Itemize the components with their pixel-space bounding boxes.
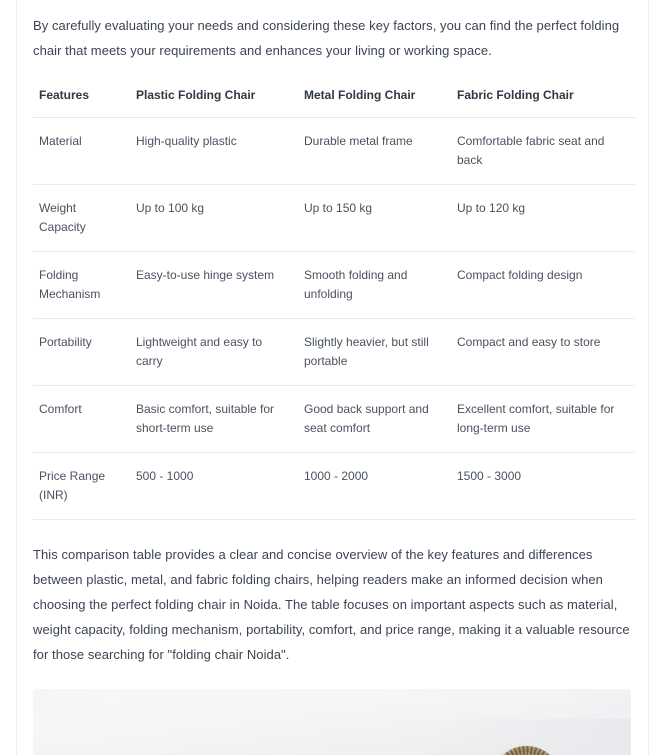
cell-feature-name: Portability bbox=[33, 319, 130, 386]
article-figure bbox=[33, 689, 631, 755]
cell-metal: Durable metal frame bbox=[298, 118, 451, 185]
cell-plastic: Easy-to-use hinge system bbox=[130, 252, 298, 319]
table-header-row bbox=[33, 87, 635, 118]
cell-plastic: 500 - 1000 bbox=[130, 453, 298, 520]
cell-fabric: Comfortable fabric seat and back bbox=[451, 118, 635, 185]
table-row bbox=[33, 252, 635, 319]
cell-fabric: Up to 120 kg bbox=[451, 185, 635, 252]
table-body bbox=[33, 118, 635, 520]
table-row bbox=[33, 185, 635, 252]
column-header-fabric-chair: Fabric Folding Chair bbox=[451, 87, 635, 118]
cell-fabric: Compact and easy to store bbox=[451, 319, 635, 386]
cell-metal: Smooth folding and unfolding bbox=[298, 252, 451, 319]
cell-metal: 1000 - 2000 bbox=[298, 453, 451, 520]
table-row bbox=[33, 386, 635, 453]
cell-feature-name: Folding Mechanism bbox=[33, 252, 130, 319]
cell-metal: Good back support and seat comfort bbox=[298, 386, 451, 453]
cell-fabric: Compact folding design bbox=[451, 252, 635, 319]
cell-metal: Slightly heavier, but still portable bbox=[298, 319, 451, 386]
column-header-features: Features bbox=[33, 87, 130, 118]
column-header-metal-chair: Metal Folding Chair bbox=[298, 87, 451, 118]
cell-plastic: Up to 100 kg bbox=[130, 185, 298, 252]
table-row bbox=[33, 118, 635, 185]
cell-plastic: High-quality plastic bbox=[130, 118, 298, 185]
cell-feature-name: Material bbox=[33, 118, 130, 185]
column-header-plastic-chair: Plastic Folding Chair bbox=[130, 87, 298, 118]
cell-feature-name: Price Range (INR) bbox=[33, 453, 130, 520]
cell-plastic: Lightweight and easy to carry bbox=[130, 319, 298, 386]
table-header bbox=[33, 87, 635, 118]
article-content bbox=[17, 0, 648, 755]
comparison-table-container bbox=[33, 87, 632, 520]
intro-paragraph: By carefully evaluating your needs and considering these key factors, you can find the perfect folding chair that meets your requirements and enhances your living or working space. bbox=[33, 18, 620, 58]
content-right-rule bbox=[648, 0, 649, 755]
cell-metal: Up to 150 kg bbox=[298, 185, 451, 252]
table-row bbox=[33, 453, 635, 520]
cell-fabric: Excellent comfort, suitable for long-term use bbox=[451, 386, 635, 453]
cell-fabric: 1500 - 3000 bbox=[451, 453, 635, 520]
cell-plastic: Basic comfort, suitable for short-term use bbox=[130, 386, 298, 453]
table-row bbox=[33, 319, 635, 386]
living-room-photo bbox=[33, 689, 631, 755]
folding-chair-comparison-table bbox=[33, 87, 635, 520]
cell-feature-name: Comfort bbox=[33, 386, 130, 453]
closing-paragraph: This comparison table provides a clear and concise overview of the key features and differences between plastic, metal, and fabric folding chairs, helping readers make an informed decision when choosing the perfect folding chair in Noida. The table focuses on important aspects such as material, weight capacity, folding mechanism, portability, comfort, and price range, making it a valuable resource for those searching for "folding chair Noida". bbox=[33, 547, 630, 662]
cell-feature-name: Weight Capacity bbox=[33, 185, 130, 252]
